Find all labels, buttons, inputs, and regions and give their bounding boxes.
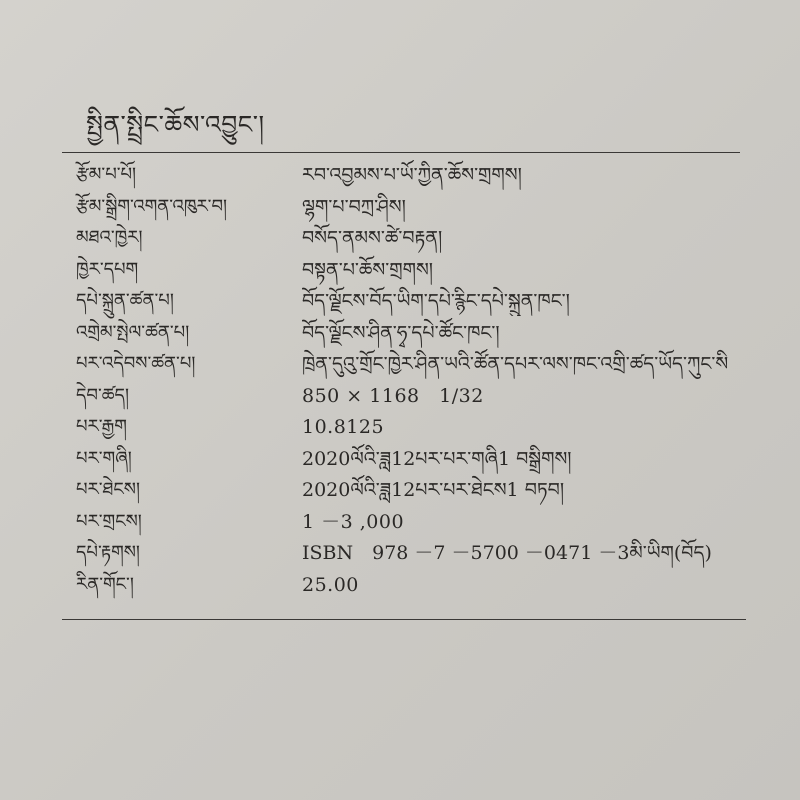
colophon-row — [0, 318, 800, 348]
colophon-row — [0, 160, 800, 190]
colophon-row — [0, 538, 800, 568]
row-label: པར་གྲངས། — [76, 510, 142, 532]
colophon-row — [0, 286, 800, 316]
colophon-row — [0, 412, 800, 442]
colophon-row — [0, 444, 800, 474]
row-value: 850 × 1168 1/32 — [302, 384, 484, 407]
bottom-divider — [62, 619, 746, 620]
row-label: པར་ཐེངས། — [76, 479, 140, 500]
row-value: 1 －3 ,000 — [302, 510, 405, 533]
colophon-row — [0, 192, 800, 222]
row-value: ཁྲེན་དུའུ་གྲོང་ཁྱེར་ཤིན་ཡའི་ཚོན་དཔར་ལས་ཁང་འགྲི་ཚད་ཡོད་ཀུང་སི — [302, 353, 729, 375]
row-label: པར་གཞི། — [76, 447, 132, 469]
row-value: 10.8125 — [302, 416, 385, 438]
top-divider — [62, 152, 740, 153]
row-value: 25.00 — [302, 573, 359, 596]
row-label: དེབ་ཚད། — [76, 384, 129, 406]
row-label: པར་རྒྱག — [76, 416, 127, 437]
colophon-row — [0, 349, 800, 379]
row-value: བསོད་ནམས་ཚེ་བརྟན། — [302, 227, 443, 249]
row-label: འགྲེམ་སྤེལ་ཚན་པ། — [76, 321, 190, 343]
row-label: ཁྱེར་དཔག — [76, 258, 139, 280]
row-value: རབ་འབྱམས་པ་ཡོ་ཀྱིན་ཆོས་གྲགས། — [302, 164, 522, 186]
colophon-row — [0, 381, 800, 411]
row-label: མཐའ་ཁྱེར། — [76, 227, 143, 248]
row-label: དཔེ་སྐྲུན་ཚན་པ། — [76, 290, 174, 311]
colophon-row — [0, 570, 800, 600]
row-label: རྩོམ་སྒྲིག་འགན་འཁུར་བ། — [76, 195, 227, 217]
row-value: བོད་ལྗོངས་བོད་ཡིག་དཔེ་རྙིང་དཔེ་སྐྲུན་ཁང་། — [302, 290, 570, 312]
colophon-row — [0, 255, 800, 285]
row-label: རྩོམ་པ་པོ། — [76, 164, 137, 185]
colophon-row — [0, 475, 800, 505]
colophon-row — [0, 223, 800, 253]
row-value: ལྷག་པ་བཀྲ་ཤིས། — [302, 195, 406, 218]
row-value: 2020ལོའི་ཟླ12པར་པར་གཞི1 བསྒྲིགས། — [302, 447, 572, 470]
row-label: པར་འདེབས་ཚན་པ། — [76, 353, 196, 374]
row-label: དཔེ་རྟགས། — [76, 542, 140, 563]
row-value: ISBN 978 －7 －5700 －0471 －3མི་ཡིག(བོད) — [302, 542, 712, 564]
row-value: 2020ལོའི་ཟླ12པར་པར་ཐེངས1 བཏབ། — [302, 479, 565, 501]
colophon-row — [0, 507, 800, 537]
page-title: སྤྱིན་སྤྲིང་ཆོས་འབྱུང་། — [86, 110, 265, 139]
row-value: བསྟན་པ་ཆོས་གྲགས། — [302, 258, 434, 281]
row-value: བོད་ལྗོངས་ཤིན་ཧྭ་དཔེ་ཚོང་ཁང་། — [302, 321, 500, 344]
row-label: རིན་གོང་། — [76, 573, 134, 595]
